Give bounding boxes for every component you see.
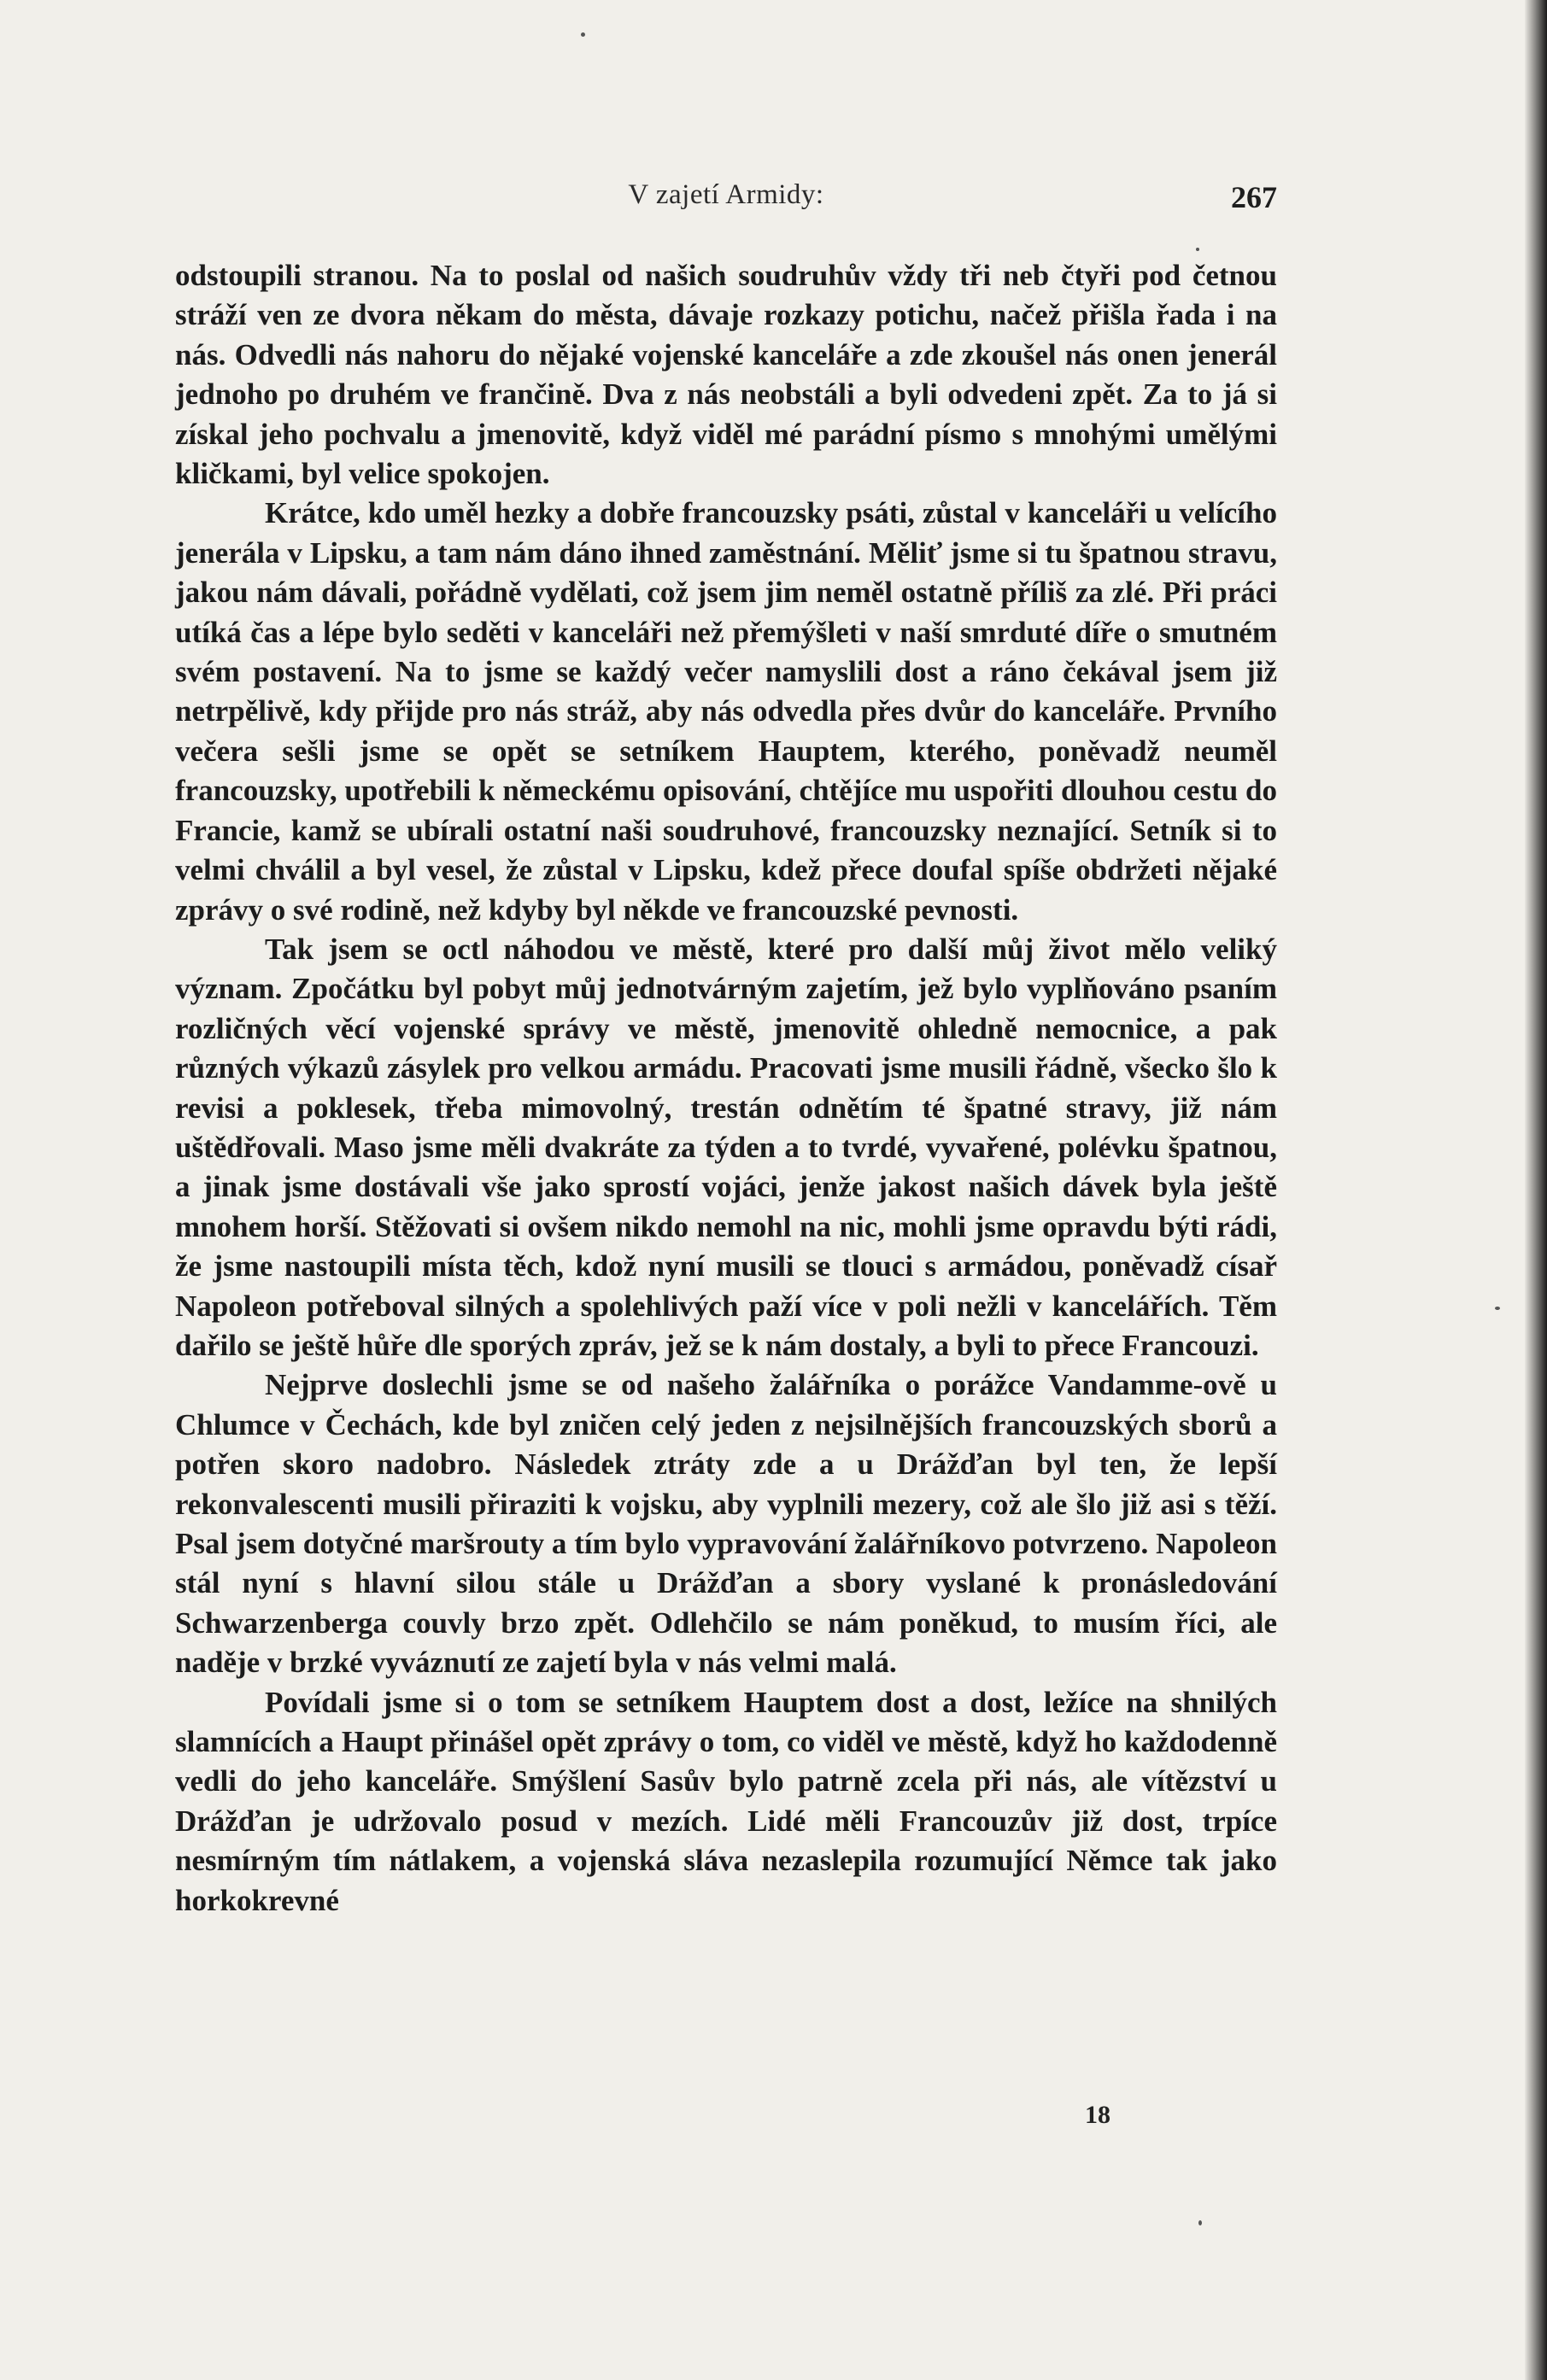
running-head: V zajetí Armidy: xyxy=(628,179,824,210)
paragraph: Nejprve doslechli jsme se od našeho žalářníka o porážce Vandamme-ově u Chlumce v Čechách, kde byl zničen celý jeden z nejsilnějších francouzských sborů a potřen skoro nadobro. Následek ztráty zde a u Drážďan byl ten, že lepší rekonvalescenti musili přiraziti k vojsku, aby vyplnili mezery, což ale šlo již asi s těží. Psal jsem dotyčné maršrouty a tím bylo vypravování žalářníkovo potvrzeno. Napoleon stál nyní s hlavní silou stále u Drážďan a sbory vyslané k pronásledování Schwarzenberga couvly brzo zpět. Odlehčilo se nám poněkud, to musím říci, ale naděje v brzké vyváznutí ze zajetí byla v nás velmi malá. xyxy=(175,1368,1277,1680)
dust-speck xyxy=(1196,248,1199,251)
page-header xyxy=(175,179,1277,231)
dust-speck xyxy=(1495,1307,1500,1310)
page-edge-shadow xyxy=(1525,0,1547,2380)
paragraph: Krátce, kdo uměl hezky a dobře francouzsky psáti, zůstal v kanceláři u velícího jenerála v Lipsku, a tam nám dáno ihned zaměstnání. Měliť jsme si tu špatnou stravu, jakou nám dávali, pořádně vydělati, což jsem jim neměl ostatně příliš za zlé. Při práci utíká čas a lépe bylo seděti v kanceláři než přemýšleti v naší smrduté díře o smutném svém postavení. Na to jsme se každý večer namyslili dost a ráno čekával jsem již netrpělivě, kdy přijde pro nás stráž, aby nás odvedla přes dvůr do kanceláře. Prvního večera sešli jsme se opět se setníkem Hauptem, kterého, poněvadž neuměl francouzsky, upotřebili k německému opisování, chtějíce mu uspořiti dlouhou cestu do Francie, kamž se ubírali ostatní naši soudruhové, francouzsky neznající. Setník si to velmi chválil a byl vesel, že zůstal v Lipsku, kdež přece doufal spíše obdržeti nějaké zprávy o své rodině, než kdyby byl někde ve francouzské pevnosti. xyxy=(175,496,1277,927)
paragraph: Tak jsem se octl náhodou ve městě, které pro další můj život mělo veliký význam. Zpočátku byl pobyt můj jednotvárným zajetím, jež bylo vyplňováno psaním rozličných věcí vojenské správy ve městě, jmenovitě ohledně nemocnice, a pak různých výkazů zásylek pro velkou armádu. Pracovati jsme musili řádně, všecko šlo k revisi a poklesek, třeba mimovolný, trestán odnětím té špatné stravy, již nám uštědřovali. Maso jsme měli dvakráte za týden a to tvrdé, vyvařené, polévku špatnou, a jinak jsme dostávali vše jako sprostí vojáci, jenže jakost našich dávek byla ještě mnohem horší. Stěžovati si ovšem nikdo nemohl na nic, mohli jsme opravdu býti rádi, že jsme nastoupili místa těch, kdož nyní musili se tlouci s armádou, poněvadž císař Napoleon potřeboval silných a spolehlivých paží více v poli nežli v kancelářích. Těm dařilo se ještě hůře dle sporých zpráv, jež se k nám dostaly, a byli to přece Francouzi. xyxy=(175,932,1277,1362)
paragraph: Povídali jsme si o tom se setníkem Hauptem dost a dost, ležíce na shnilých slamnících a Haupt přinášel opět zprávy o tom, co viděl ve městě, když ho každodenně vedli do jeho kanceláře. Smýšlení Sasův bylo patrně zcela při nás, ale vítězství u Drážďan je udržovalo posud v mezích. Lidé měli Francouzův již dost, trpíce nesmírným tím nátlakem, a vojenská sláva nezaslepila rozumující Němce tak jako horkokrevné xyxy=(175,1685,1277,1917)
body-text xyxy=(175,256,1277,1921)
page-number: 267 xyxy=(1231,180,1277,214)
signature-mark: 18 xyxy=(1085,2101,1110,2129)
dust-speck xyxy=(581,32,585,37)
paragraph: odstoupili stranou. Na to poslal od našich soudruhův vždy tři neb čtyři pod četnou stráží ven ze dvora někam do města, dávaje rozkazy potichu, načež přišla řada i na nás. Odvedli nás nahoru do nějaké vojenské kanceláře a zde zkoušel nás onen jenerál jednoho po druhém ve frančině. Dva z nás neobstáli a byli odvedeni zpět. Za to já si získal jeho pochvalu a jmenovitě, když viděl mé parádní písmo s mnohými umělými kličkami, byl velice spokojen. xyxy=(175,259,1277,491)
dust-speck xyxy=(1198,2220,1202,2225)
